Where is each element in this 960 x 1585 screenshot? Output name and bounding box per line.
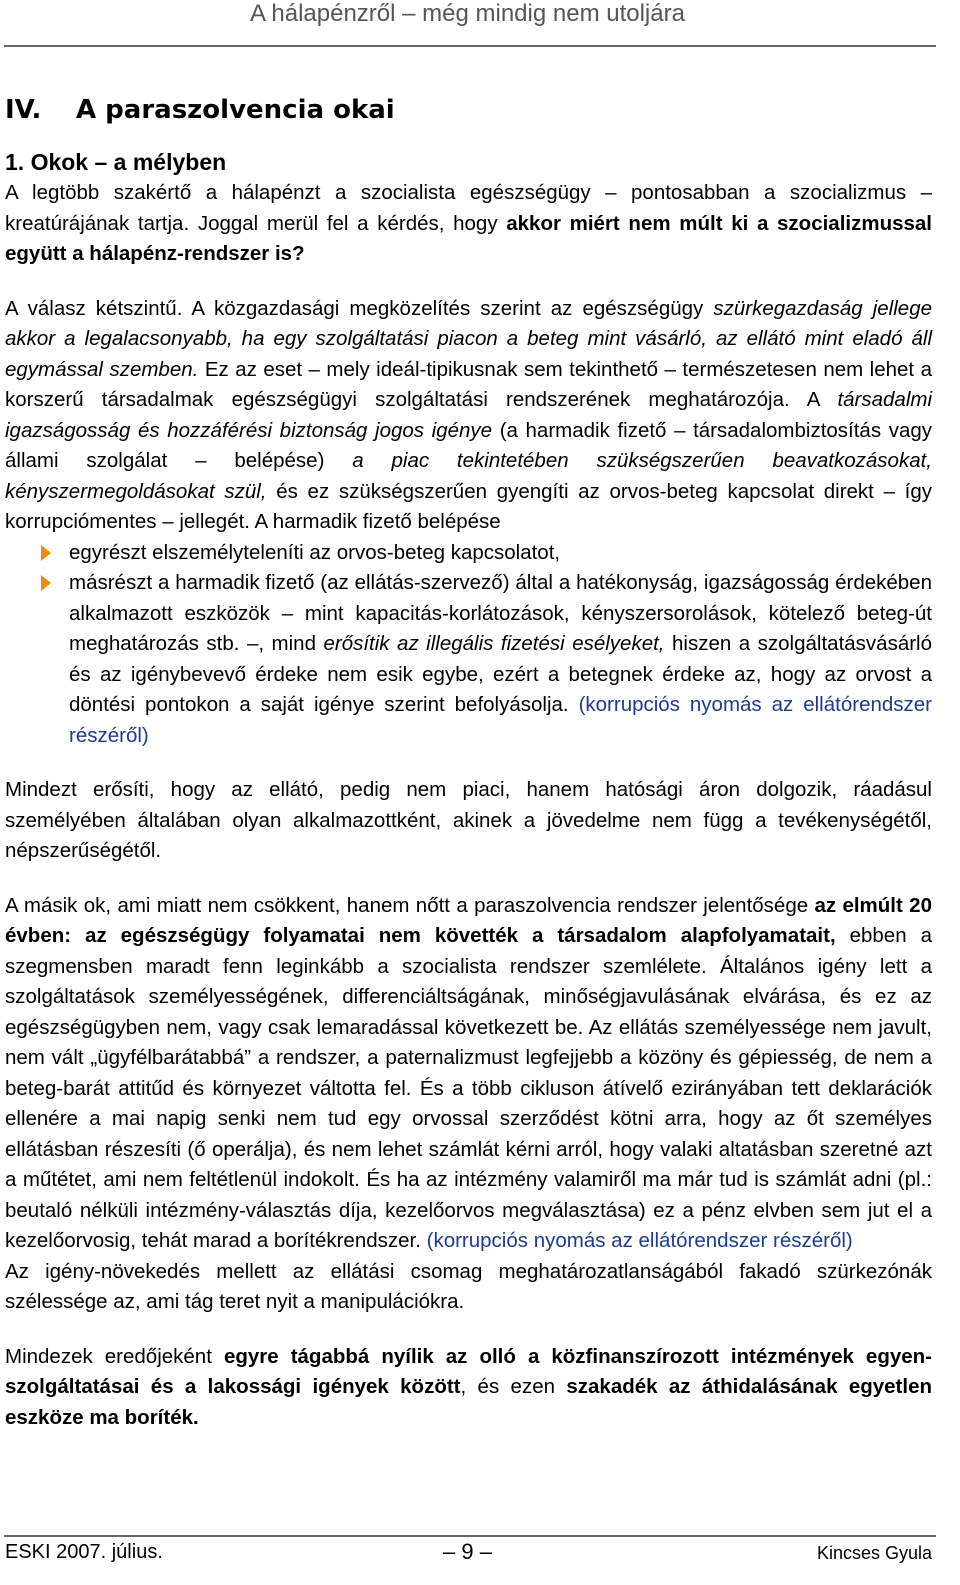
highlight-note: (korrupciós nyomás az ellátórendszer részéről) [426, 1229, 853, 1252]
page-footer [0, 1535, 960, 1585]
section-heading [5, 86, 932, 134]
spacer [5, 751, 932, 775]
italic-run: erősítik az illegális fizetési esélyeket, [323, 632, 665, 655]
paragraph-intro [5, 178, 932, 270]
subsection-heading: 1. Okok – a mélyben [5, 149, 227, 175]
bullet-arrow-icon [41, 545, 51, 561]
footer-rule [4, 1535, 936, 1537]
text-run: Ez az eset – mely ideál-tipikusnak sem tekinthető – természetesen nem lehet a korszerű társadalmak egészségügyi szolgáltatási rendszerének meghatározója. A [5, 357, 932, 411]
bold-run: szakadék az áthidalásának egyetlen eszköze ma boríték. [5, 1375, 932, 1429]
bold-run: egyre tágabbá nyílik az olló a közfinanszírozott intézmények egyen-szolgáltatásai és a lakossági igények között [5, 1344, 932, 1398]
bold-question: akkor miért nem múlt ki a szocializmussal együtt a hálapénz-rendszer is? [5, 211, 932, 265]
highlight-note: (korrupciós nyomás az ellátórendszer részéről) [69, 693, 932, 747]
text-run: ebben a szegmensben maradt fenn leginkább a szocialista rendszer szemlélete. Általános igény lett a szolgáltatások személyességének, differenciáltságának, minőségjavulásának elvárása, és ez az egészségügyben nem, vagy csak lemaradással következett be. Az ellátás személyessége nem javult, nem vált „ügyfélbarátabbá” a rendszer, a paternalizmust legfejjebb a közöny és gépiesség, de nem a beteg-barát attitűd és környezet váltotta fel. És a több cikluson átívelő ezirányában tett deklarációk ellenére a mai napig senki nem tud egy orvossal szerződést kötni arra, hogy az őt személyes ellátásban részesíti (ő operálja), és nem lehet számlát kérni arról, hogy valaki altatásban szeretné azt a műtétet, ami nem feltétlenül indokolt. És ha az intézmény valamiről ma már tud is számlát adni (pl.: beutaló nélküli intézmény-választás díja, kezelőorvos megválasztása) ez a pénz elvben sem jut el a kezelőorvosig, tehát marad a borítékrendszer. [5, 924, 932, 1252]
paragraph-reinforce: Mindezt erősíti, hogy az ellátó, pedig nem piaci, hanem hatósági áron dolgozik, ráadásul személyében általában olyan alkalmazottként, akinek a jövedelme nem függ a tevékenységétől, népszerűségétől. [5, 778, 932, 862]
page-header [0, 0, 960, 48]
paragraph-conclusion [5, 1342, 932, 1434]
paragraph-answer [5, 294, 932, 538]
header-rule [4, 45, 936, 47]
text-run: A másik ok, ami miatt nem csökkent, hanem nőtt a paraszolvencia rendszer jelentősége [5, 893, 815, 917]
text-run: A válasz kétszintű. A közgazdasági megközelítés szerint az egészségügy [5, 296, 714, 320]
text-run: és ez szükségszerűen gyengíti az orvos-beteg kapcsolat direkt – így korrupciómentes – jellegét. A harmadik fizető belépése [5, 479, 932, 533]
text-run: , és ezen [460, 1375, 567, 1398]
italic-run: a piac tekintetében szükségszerűen beavatkozásokat, kényszermegoldásokat szül, [5, 449, 932, 503]
text-run: hiszen a szolgáltatásvásárló és az igénybevevő érdeke nem esik egybe, ezért a betegnek érdeke az, hogy az orvost a döntési pontokon a saját igénye szerint befolyásolja. [69, 632, 933, 716]
spacer [5, 270, 932, 294]
text-run: (a harmadik fizető – társadalombiztosítás vagy állami szolgálat – belépése) [5, 418, 932, 472]
section-number: IV. [5, 95, 42, 125]
text-run: Mindezek eredőjeként [5, 1344, 224, 1368]
text-run: másrészt a harmadik fizető (az ellátás-szervező) által a hatékonyság, igazságosság érdekében alkalmazott eszközök – mint kapacitás-korlátozások, kényszersorolások, kötelező beteg-út meghatározás stb. –, mind [69, 571, 932, 655]
spacer [5, 867, 932, 891]
text-run: egyrészt elszemélyteleníti az orvos-beteg kapcsolatot, [69, 540, 561, 564]
italic-run: társadalmi igazságosság és hozzáférési biztonság jogos igénye [5, 388, 932, 442]
paragraph-grey-zones: Az igény-növekedés mellett az ellátási csomag meghatározatlanságából fakadó szürkezónák szélessége az, ami tág teret nyit a manipulációkra. [5, 1259, 932, 1313]
paragraph-other-cause [5, 891, 932, 1257]
bullet-list [5, 538, 932, 752]
document-body [5, 86, 932, 1433]
footer-date: ESKI 2007. július. [5, 1541, 163, 1563]
running-title: A hálapénzről – még mindig nem utoljára [250, 0, 685, 27]
bullet-arrow-icon [41, 575, 51, 591]
list-item [5, 568, 932, 751]
section-title: A paraszolvencia okai [76, 95, 395, 125]
list-item [5, 538, 932, 569]
italic-run: szürkegazdaság jellege akkor a legalacsonyabb, ha egy szolgáltatási piacon a beteg mint vásárló, az ellátó mint eladó áll egymással szemben. [5, 296, 932, 381]
text-run: A legtöbb szakértő a hálapénzt a szocialista egészségügy – pontosabban a szocializmus – kreatúrájának tartja. Joggal merül fel a kérdés, hogy [5, 181, 932, 235]
page-number: – 9 – [443, 1539, 492, 1564]
footer-author: Kincses Gyula [816, 1543, 932, 1563]
bold-run: az elmúlt 20 évben: az egészségügy folyamatai nem követték a társadalom alapfolyamatait, [5, 893, 932, 947]
spacer [5, 1318, 932, 1342]
